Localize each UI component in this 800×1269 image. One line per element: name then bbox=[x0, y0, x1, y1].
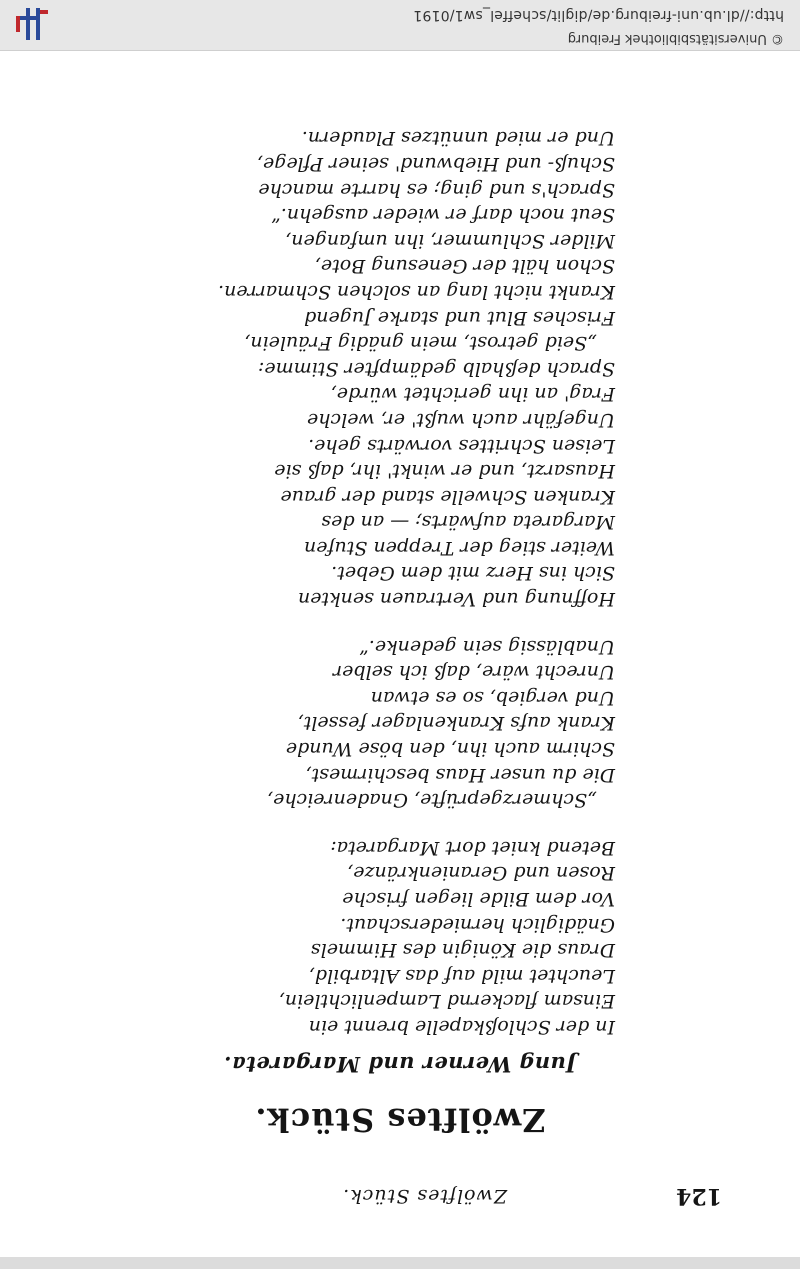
verse-line: Schuß- und Hiebwund' seiner Pflege, bbox=[257, 153, 615, 175]
verse-line: Krank aufs Krankenlager fesselt, bbox=[297, 712, 615, 735]
viewer-bottom-bar bbox=[0, 1257, 800, 1269]
verse-line: Gnädiglich herniederschaut. bbox=[340, 913, 615, 936]
verse-line: Sprach's und ging; es harrte manche bbox=[258, 178, 615, 201]
verse-line: Draus die Königin des Himmels bbox=[310, 939, 615, 962]
verse-line: Frag' an ihn gerichtet würde, bbox=[330, 383, 615, 406]
poem-text bbox=[55, 103, 615, 1039]
chapter-title: Zwölftes Stück. bbox=[254, 1101, 546, 1139]
stanza-2 bbox=[55, 633, 615, 812]
stanza-3 bbox=[55, 125, 615, 611]
verse-line: Sprach deßhalb gedämpfter Stimme: bbox=[258, 357, 615, 380]
document-url-link[interactable]: http://dl.ub.uni-freiburg.de/diglit/scheffel_sw1/0191 bbox=[413, 7, 784, 23]
verse-line: Vor dem Bilde liegen frische bbox=[342, 888, 615, 911]
verse-line: Seut noch darf er wieder ausgehn.“ bbox=[271, 204, 615, 227]
verse-line: Rosen und Geranienkränze, bbox=[347, 862, 615, 885]
verse-line: Schon hält der Genesung Bote, bbox=[314, 255, 615, 278]
verse-line: „Seid getrost, mein gnädig Fräulein, bbox=[244, 332, 597, 355]
verse-line: Milder Schlummer, ihn umfangen, bbox=[285, 229, 615, 252]
verse-line: Margareta aufwärts; — an des bbox=[321, 511, 615, 534]
section-title: Jung Werner und Margareta. bbox=[223, 1052, 577, 1077]
verse-line: Leisen Schrittes vorwärts gehe. bbox=[308, 434, 615, 457]
page-number: 124 bbox=[676, 1183, 722, 1209]
verse-line: Hoffnung und Vertrauen senkten bbox=[297, 588, 615, 611]
verse-line: Und er mied unnützes Plaudern. bbox=[301, 127, 615, 150]
verse-line: Weiter stieg der Treppen Stufen bbox=[304, 536, 615, 559]
verse-line: Schirm auch ihn, den böse Wunde bbox=[285, 738, 615, 761]
verse-line: Hausarzt, und er winkt' ihr, daß sie bbox=[274, 460, 615, 483]
running-head bbox=[62, 1179, 722, 1209]
verse-line: Betend kniet dort Margareta: bbox=[330, 836, 615, 859]
verse-line: Ungefähr auch wußt' er, welche bbox=[307, 408, 615, 431]
verse-line: Leuchtet mild auf das Altarbild, bbox=[308, 964, 615, 987]
verse-line: Frisches Blut und starke Jugend bbox=[304, 306, 615, 329]
verse-line: Unrecht wäre, daß ich selber bbox=[333, 661, 615, 684]
running-title: Zwölftes Stück. bbox=[342, 1185, 507, 1207]
verse-line: Unablässig sein gedenke.“ bbox=[359, 635, 615, 658]
verse-line: Sich ins Herz mit dem Gebet. bbox=[331, 562, 615, 585]
viewer-header bbox=[0, 0, 800, 51]
stanza-1 bbox=[55, 834, 615, 1039]
verse-line: Die du unser Haus beschirmest, bbox=[305, 763, 615, 786]
verse-line: Krankt nicht lang an solchen Schmarren. bbox=[218, 280, 615, 303]
verse-line: „Schmerzgeprüfte, Gnadenreiche, bbox=[267, 789, 597, 812]
copyright-notice: © Universitätsbibliothek Freiburg bbox=[567, 31, 784, 46]
verse-line: Kranken Schwelle stand der graue bbox=[280, 485, 615, 508]
university-logo-icon bbox=[8, 6, 48, 44]
verse-line: Und vergieb, so es etwan bbox=[370, 686, 615, 709]
verse-line: Einsam flackernd Lampenlichtlein, bbox=[278, 990, 615, 1013]
verse-line: In der Schloßkapelle brennt ein bbox=[308, 1016, 615, 1038]
